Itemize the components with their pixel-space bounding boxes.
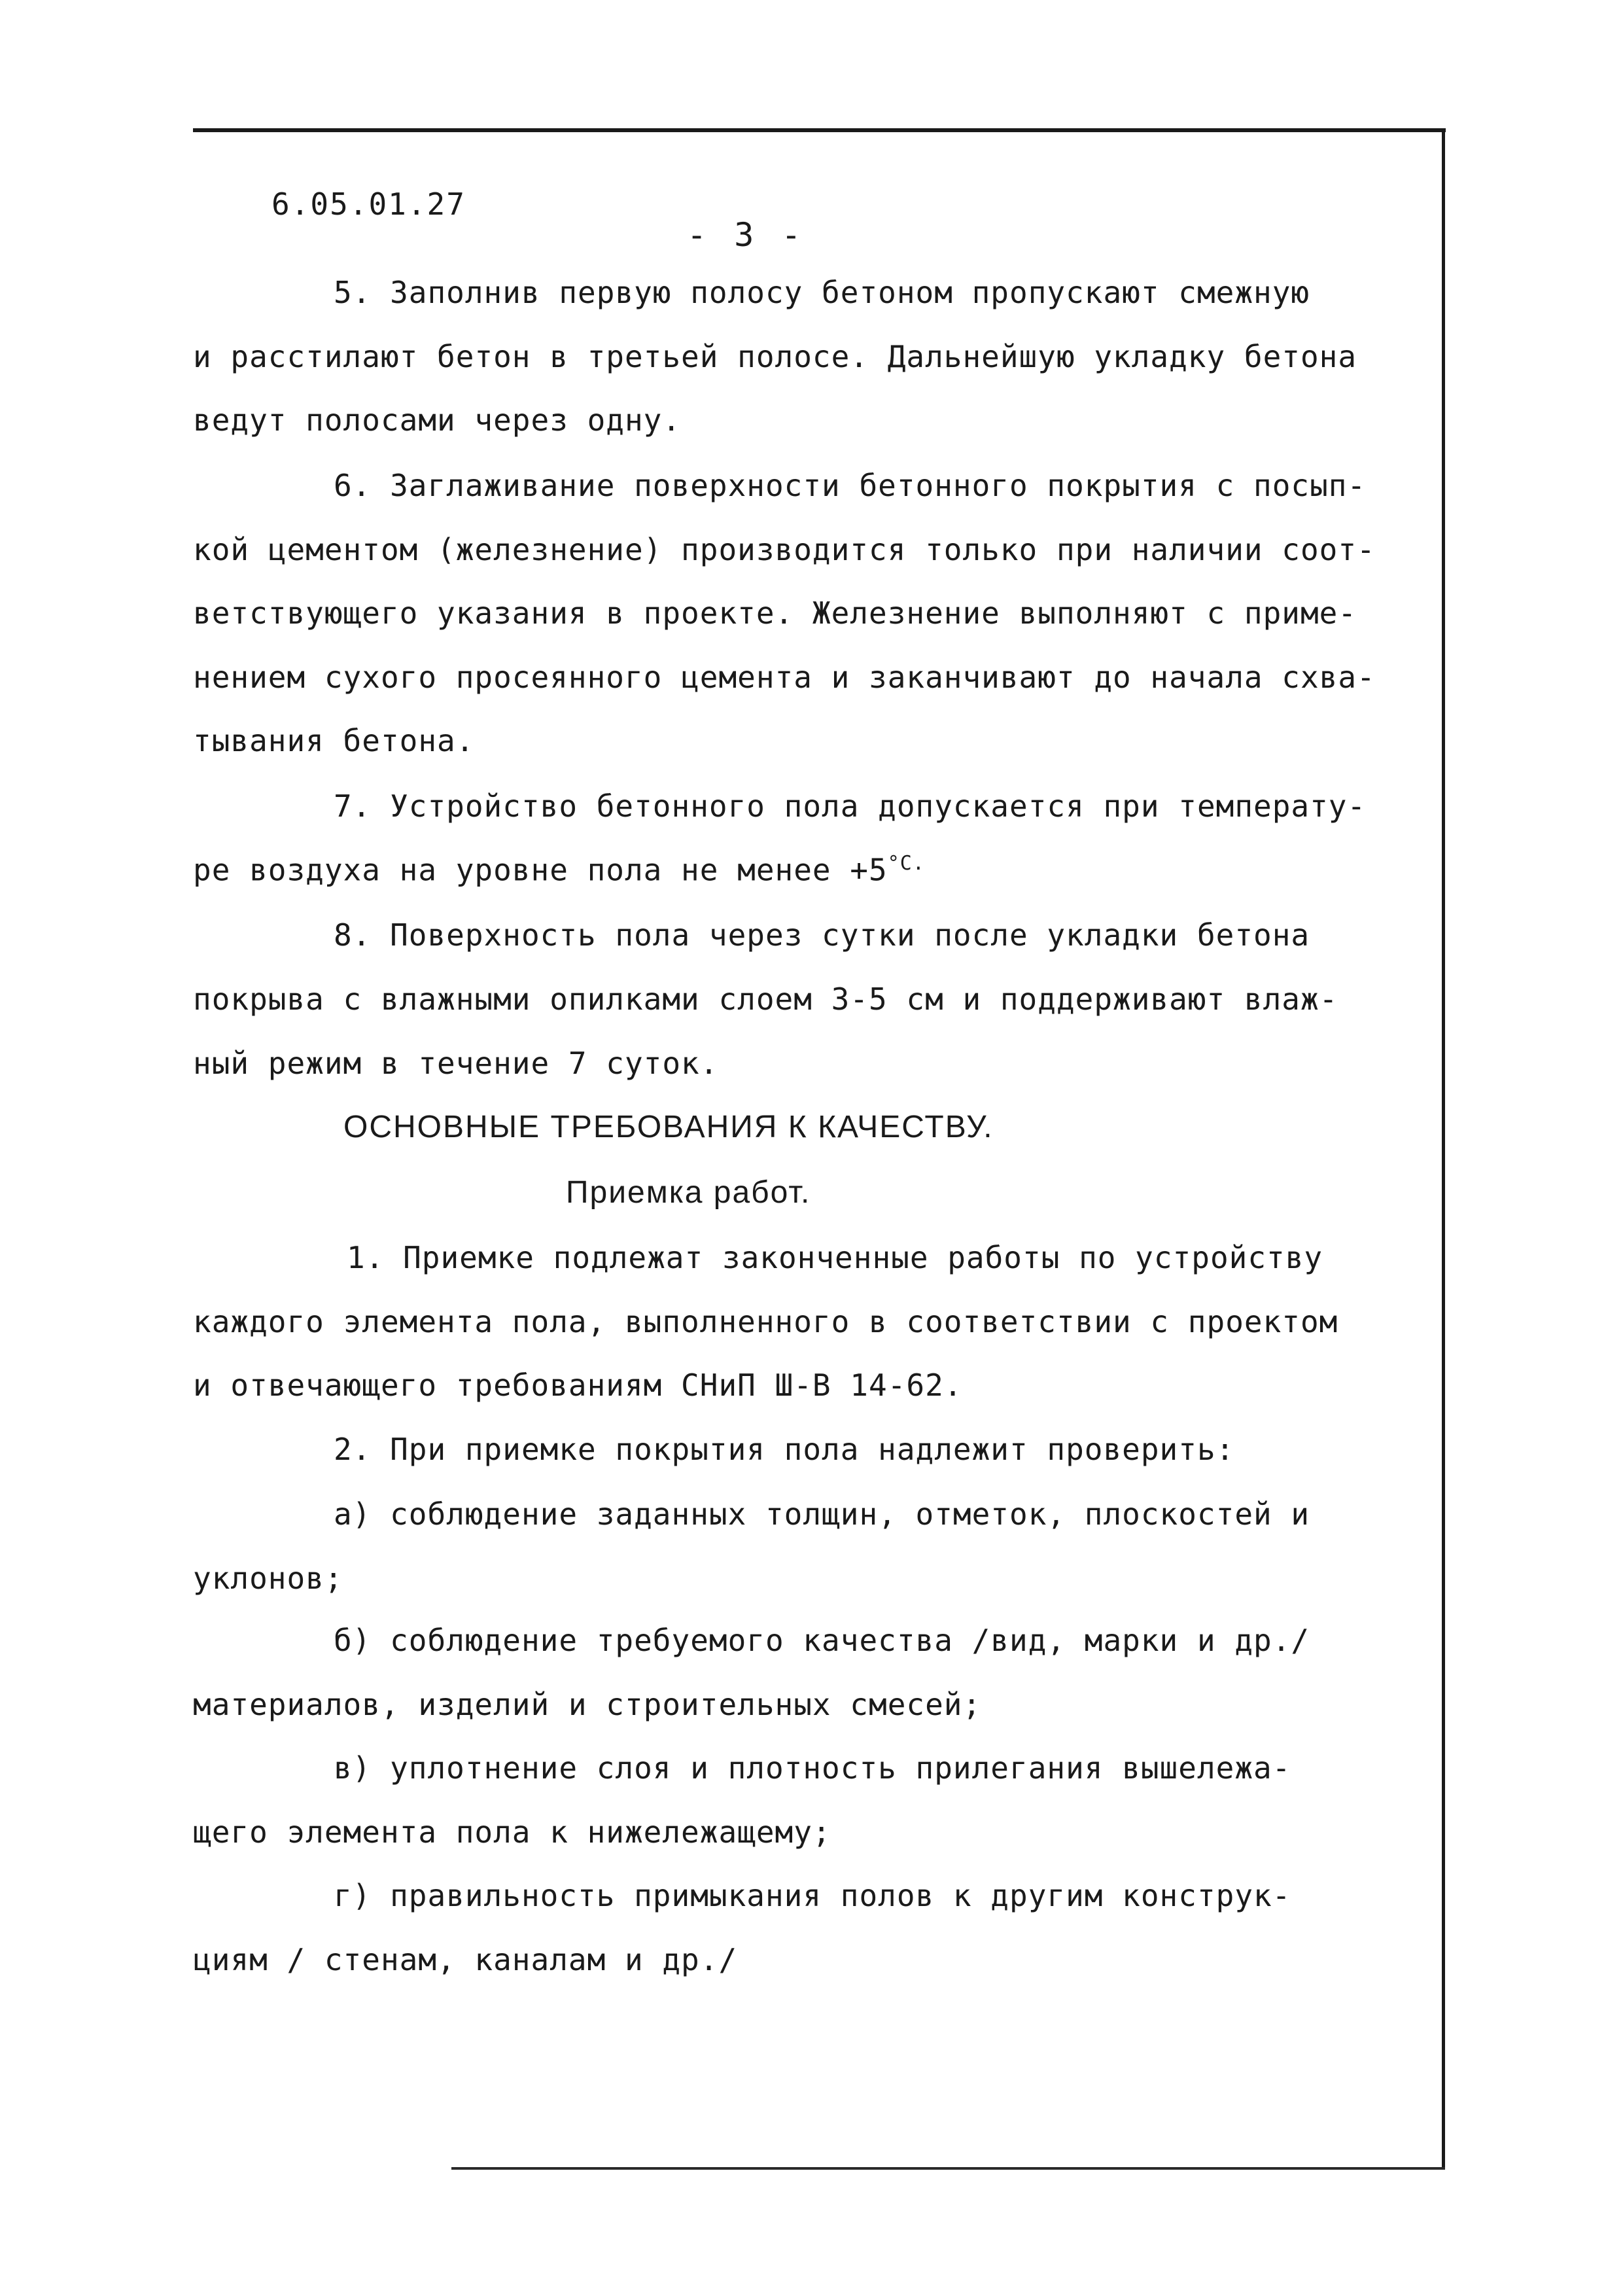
paragraph-5-line-3: ведут полосами через одну. [193, 402, 682, 438]
subitem-v-line-1: в) уплотнение слоя и плотность прилегания вышележа- [334, 1750, 1291, 1786]
paragraph-6-line-2: кой цементом (железнение) производится только при наличии соот- [193, 532, 1376, 567]
quality-item-1-line-2: каждого элемента пола, выполненного в соответствии с проектом [193, 1304, 1338, 1339]
subitem-v-line-2: щего элемента пола к нижележащему; [193, 1814, 831, 1850]
paragraph-5-line-2: и расстилают бетон в третьей полосе. Дальнейшую укладку бетона [193, 339, 1357, 374]
page-number: - 3 - [687, 216, 805, 254]
paragraph-6-line-5: тывания бетона. [193, 723, 475, 758]
paragraph-7-line-2-text: ре воздуха на уровне пола не менее +5 [193, 852, 888, 888]
paragraph-6-line-3: ветствующего указания в проекте. Железнение выполняют с приме- [193, 595, 1357, 631]
frame-top-border [193, 128, 1446, 132]
paragraph-6-line-4: нением сухого просеянного цемента и заканчивают до начала схва- [193, 660, 1376, 695]
subitem-a-line-1: а) соблюдение заданных толщин, отметок, плоскостей и [334, 1496, 1310, 1532]
section-title: ОСНОВНЫЕ ТРЕБОВАНИЯ К КАЧЕСТВУ. [343, 1110, 994, 1144]
subsection-title: Приемка работ. [566, 1175, 811, 1210]
subitem-g-line-2: циям / стенам, каналам и др./ [193, 1942, 738, 1977]
quality-item-2-line-1: 2. При приемке покрытия пола надлежит проверить: [334, 1432, 1235, 1467]
paragraph-7-line-1: 7. Устройство бетонного пола допускается при температу- [334, 788, 1367, 824]
frame-right-border [1442, 131, 1445, 2169]
paragraph-8-line-1: 8. Поверхность пола через сутки после укладки бетона [334, 917, 1310, 953]
subitem-a-line-2: уклонов; [193, 1561, 343, 1596]
subitem-b-line-2: материалов, изделий и строительных смесей; [193, 1687, 982, 1722]
degree-celsius-superscript: °С. [887, 852, 925, 875]
document-code: 6.05.01.27 [271, 186, 466, 222]
paragraph-8-line-2: покрыва с влажными опилками слоем 3-5 см и поддерживают влаж- [193, 981, 1338, 1017]
quality-item-1-line-1: 1. Приемке подлежат законченные работы по устройству [347, 1240, 1323, 1275]
frame-bottom-border [451, 2167, 1445, 2170]
subitem-g-line-1: г) правильность примыкания полов к другим конструк- [334, 1878, 1291, 1913]
paragraph-5-line-1: 5. Заполнив первую полосу бетоном пропускают смежную [334, 275, 1310, 310]
paragraph-8-line-3: ный режим в течение 7 суток. [193, 1046, 719, 1081]
quality-item-1-line-3: и отвечающего требованиям СНиП Ш-В 14-62. [193, 1368, 963, 1403]
paragraph-7-line-2 [193, 852, 925, 887]
subitem-b-line-1: б) соблюдение требуемого качества /вид, марки и др./ [334, 1623, 1310, 1658]
paragraph-6-line-1: 6. Заглаживание поверхности бетонного покрытия с посып- [334, 468, 1367, 503]
